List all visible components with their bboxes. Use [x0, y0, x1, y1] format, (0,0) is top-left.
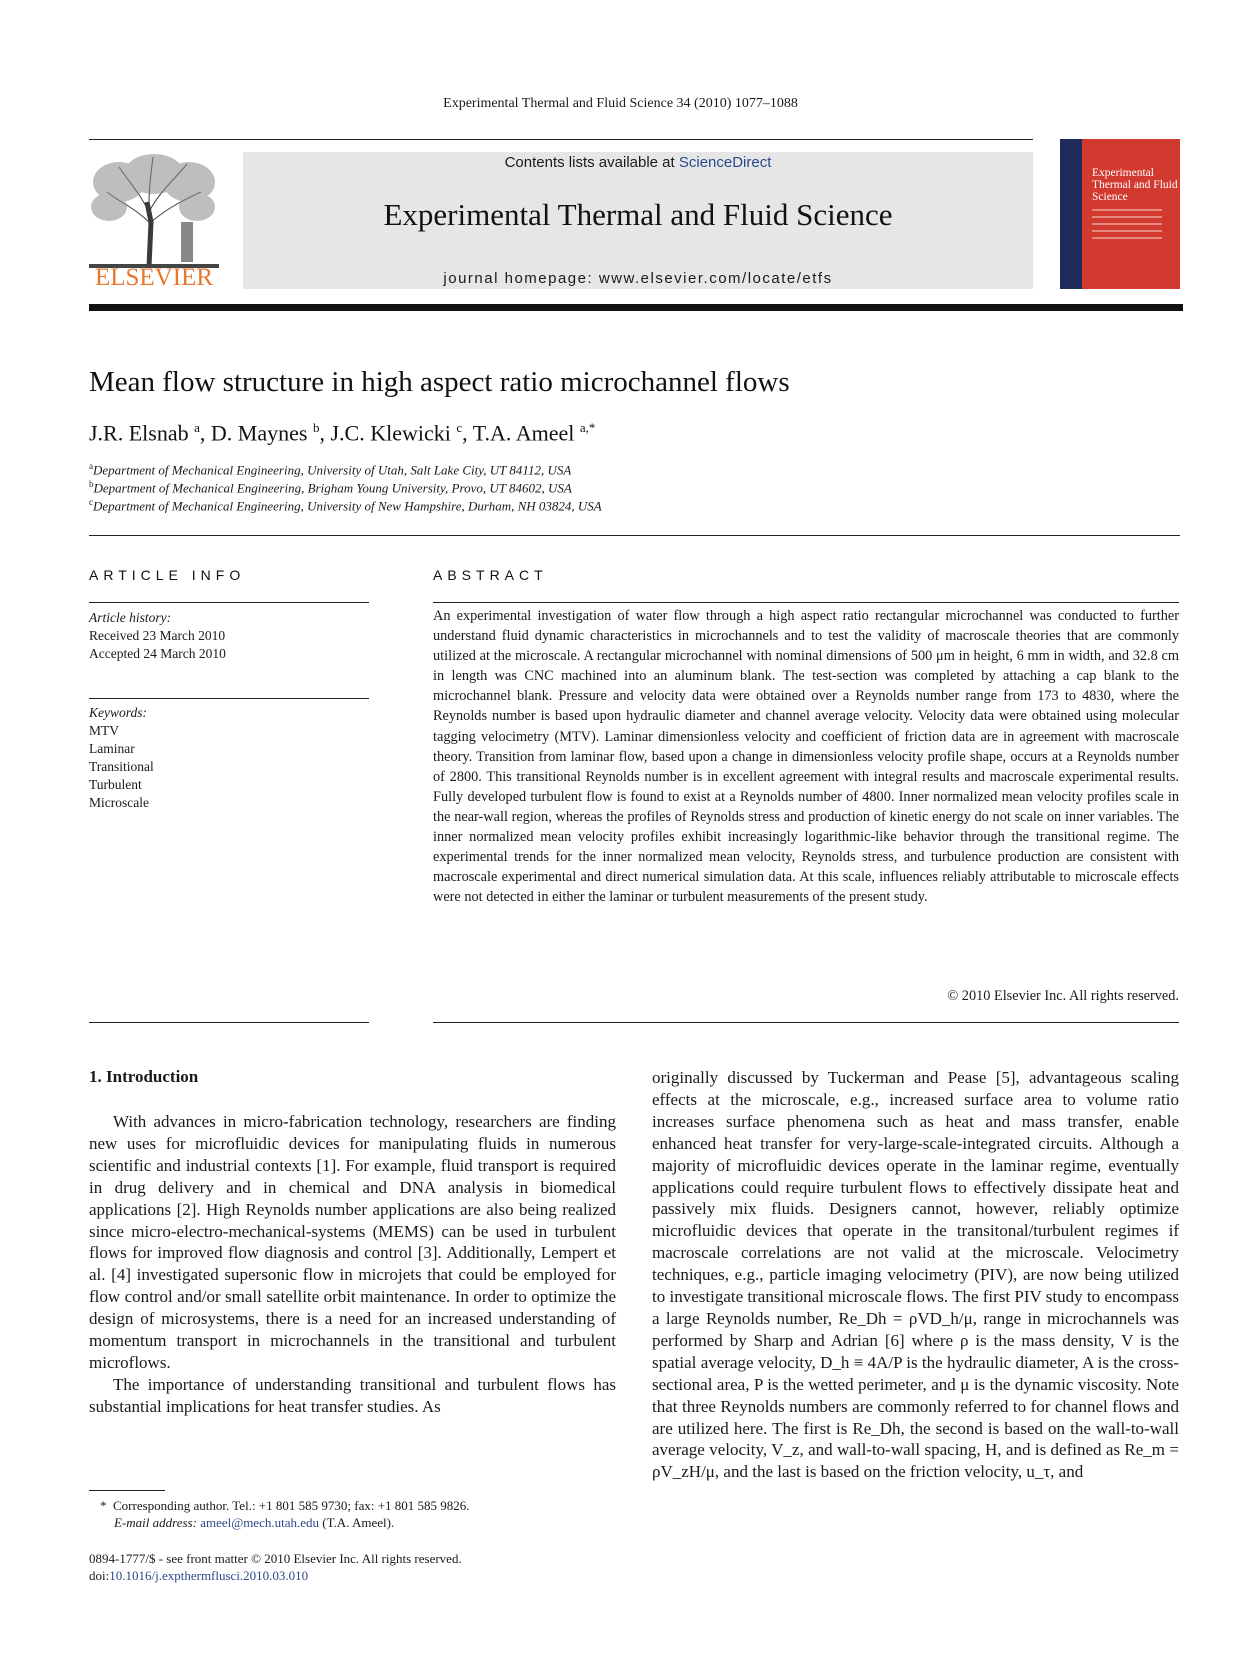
- accepted-date: Accepted 24 March 2010: [89, 646, 226, 661]
- affiliation: [89, 479, 572, 496]
- affiliation-sup: b: [89, 479, 94, 489]
- issn-line: 0894-1777/$ - see front matter © 2010 Elsevier Inc. All rights reserved.: [89, 1551, 462, 1566]
- contents-line: [243, 154, 1033, 171]
- article-history: [89, 609, 369, 663]
- elsevier-logo: [89, 152, 219, 292]
- footnote-marker: *: [100, 1498, 107, 1513]
- affiliation: [89, 461, 571, 478]
- affiliation-text: Department of Mechanical Engineering, University of Utah, Salt Lake City, UT 84112, USA: [93, 462, 572, 478]
- footnote-corresponding: Corresponding author. Tel.: +1 801 585 9730; fax: +1 801 585 9826.: [113, 1498, 470, 1513]
- author-sup: a: [194, 420, 200, 435]
- journal-homepage[interactable]: journal homepage: www.elsevier.com/locate/etfs: [443, 270, 833, 287]
- affiliation-sup: c: [89, 497, 93, 507]
- keyword: Laminar: [89, 741, 135, 756]
- keywords-label: Keywords:: [89, 705, 147, 720]
- journal-title: Experimental Thermal and Fluid Science: [383, 197, 893, 232]
- affiliation-text: Department of Mechanical Engineering, Brigham Young University, Provo, UT 84602, USA: [93, 480, 572, 496]
- banner-bottom-rule: [89, 304, 1183, 311]
- author-sup: b: [312, 420, 320, 435]
- article-info-bottom-rule: [89, 1022, 369, 1023]
- contents-prefix: Contents lists available at: [504, 154, 679, 171]
- intro-paragraph: The importance of understanding transitional and turbulent flows has substantial implications for heat transfer studies. As: [89, 1374, 616, 1416]
- footnote: [100, 1497, 620, 1531]
- keywords-block: [89, 704, 369, 812]
- sciencedirect-link[interactable]: ScienceDirect: [678, 154, 772, 171]
- abstract-text: An experimental investigation of water flow through a high aspect ratio rectangular microchannel was conducted to further understand fluid dynamic characteristics in microchannels and to test the validity of macroscale theories that are commonly utilized at the microscale. A rectangular microchannel with nominal dimensions of 500 μm in height, 6 mm in width, and 32.8 cm in length was CNC machined into an aluminum blank. The test-section was completed by attaching a cap blank to the microchannel blank. Pressure and velocity data were obtained over a Reynolds number range from 173 to 4830, where the Reynolds number is based upon hydraulic diameter and channel average velocity. Velocity data were obtained using molecular tagging velocimetry (MTV). Laminar dimensionless velocity and coefficient of friction data are in agreement with macroscale theory. Transition from laminar flow, based upon a change in dimensionless velocity profile shape, occurs at a Reynolds number of 2800. This transitional Reynolds number is in excellent agreement with integral results and macroscale experimental results. Fully developed turbulent flow is found to exist at a Reynolds number of 4800. Inner normalized mean velocity profiles scale in the near-wall region, whereas the profiles of Reynolds stress and production of kinetic energy do not scale on inner variables. The inner normalized mean velocity profiles exhibit increasingly logarithmic-like behavior through the transitional regime. The experimental trends for the inner normalized mean velocity, Reynolds stress, and turbulence production are consistent with macroscale experimental and direct numerical simulation data. At this scale, influences reliably attributable to microscale effects were not detected in either the laminar or turbulent measurements of the present study.: [433, 608, 1179, 906]
- author-name: J.R. Elsnab: [89, 420, 189, 446]
- affiliation-sup: a: [89, 461, 93, 471]
- affiliation-text: Department of Mechanical Engineering, University of New Hampshire, Durham, NH 03824, USA: [93, 498, 602, 514]
- elsevier-wordmark: ELSEVIER: [94, 264, 214, 291]
- author-sup: a,*: [579, 420, 596, 435]
- abstract-bottom-rule: [433, 1022, 1179, 1023]
- intro-col1: [89, 1111, 616, 1418]
- cover-title: Experimental Thermal and Fluid Science: [1092, 167, 1178, 203]
- received-date: Received 23 March 2010: [89, 628, 226, 643]
- article-info-heading: ARTICLE INFO: [89, 567, 246, 583]
- author-name: J.C. Klewicki: [330, 420, 451, 446]
- author-sup: c: [456, 420, 463, 435]
- abstract-copyright: © 2010 Elsevier Inc. All rights reserved.: [947, 988, 1179, 1004]
- email-label: E-mail address:: [114, 1515, 201, 1530]
- journal-banner: [243, 152, 1033, 289]
- keyword: MTV: [89, 723, 119, 738]
- author-name: D. Maynes: [210, 420, 308, 446]
- author-list: J.R. Elsnab $^a$, D. Maynes $^b$, J.C. Klewicki $^c$, T.A. Ameel $^{a,*}$: [89, 420, 596, 446]
- footnote-rule: [89, 1490, 165, 1491]
- cover-lines: [1092, 209, 1162, 244]
- article-info-rule: [89, 602, 369, 603]
- abstract-heading: ABSTRACT: [433, 567, 548, 583]
- article-title: Mean flow structure in high aspect ratio microchannel flows: [89, 366, 790, 398]
- intro-col2: originally discussed by Tuckerman and Pease [5], advantageous scaling effects at the microscale, e.g., increased surface area to volume ratio increases surface phenomena such as heat and mass transfer, enable enhanced heat transfer for very-large-scale-integrated circuits. Although a majority of microfluidic devices operate in the laminar regime, eventually applications could require turbulent flows to effectively dissipate heat and passively mix fluids. Designers cannot, however, reliably optimize microfluidic devices that operate in the transitonal/turbulent regimes if macroscale correlations are not valid at the microscale. Velocimetry techniques, e.g., particle imaging velocimetry (PIV), are now being utilized to investigate transitional microscale flows. The first PIV study to encompass a large Reynolds number, Re_Dh = ρVD_h/μ, range in microchannels was performed by Sharp and Adrian [6] where ρ is the mass density, V is the spatial average velocity, D_h ≡ 4A/P is the hydraulic diameter, A is the cross-sectional area, P is the wetted perimeter, and μ is the dynamic viscosity. Note that three Reynolds numbers are commonly referred to for channel flows and are utilized here. The first is Re_Dh, the second is based on the wall-to-wall average velocity, V_z, and wall-to-wall spacing, H, and is defined as Re_m = ρV_zH/μ, and the last is based on the friction velocity, u_τ, and: [652, 1068, 1179, 1482]
- keyword: Transitional: [89, 759, 154, 774]
- doi-label: doi:: [89, 1568, 110, 1583]
- section-heading: 1. Introduction: [89, 1067, 199, 1086]
- cover-strip: [1060, 139, 1082, 289]
- history-rule: [89, 698, 369, 699]
- keyword: Turbulent: [89, 777, 142, 792]
- history-label: Article history:: [89, 610, 172, 625]
- keyword: Microscale: [89, 795, 149, 810]
- doi-link[interactable]: 10.1016/j.expthermflusci.2010.03.010: [109, 1568, 309, 1583]
- email-link[interactable]: ameel@mech.utah.edu: [200, 1515, 319, 1530]
- tree-icon: [89, 152, 219, 270]
- running-head: Experimental Thermal and Fluid Science 34 (2010) 1077–1088: [443, 96, 798, 111]
- abstract-rule: [433, 602, 1179, 603]
- affiliation: [89, 497, 602, 514]
- affiliation-rule: [89, 535, 1180, 536]
- header-rule: [89, 139, 1033, 140]
- intro-paragraph: With advances in micro-fabrication technology, researchers are finding new uses for microfluidic devices for manipulating fluids in numerous scientific and industrial contexts [1]. For example, fluid transport is required in drug delivery and in chemical and DNA analysis in biomedical applications [2]. High Reynolds number applications are also being realized since micro-electro-mechanical-systems (MEMS) can be used in turbulent flows for improved flow diagnosis and control [3]. Additionally, Lempert et al. [4] investigated supersonic flow in microjets that could be employed for flow control and/or small satellite orbit maintenance. In order to optimize the design of microsystems, there is a need for an increased understanding of momentum transport in microchannels in the transitional and turbulent microflows.: [89, 1112, 616, 1372]
- email-suffix: (T.A. Ameel).: [319, 1515, 395, 1530]
- front-matter: [89, 1550, 649, 1584]
- author-name: T.A. Ameel: [472, 420, 575, 446]
- journal-cover: [1060, 139, 1180, 289]
